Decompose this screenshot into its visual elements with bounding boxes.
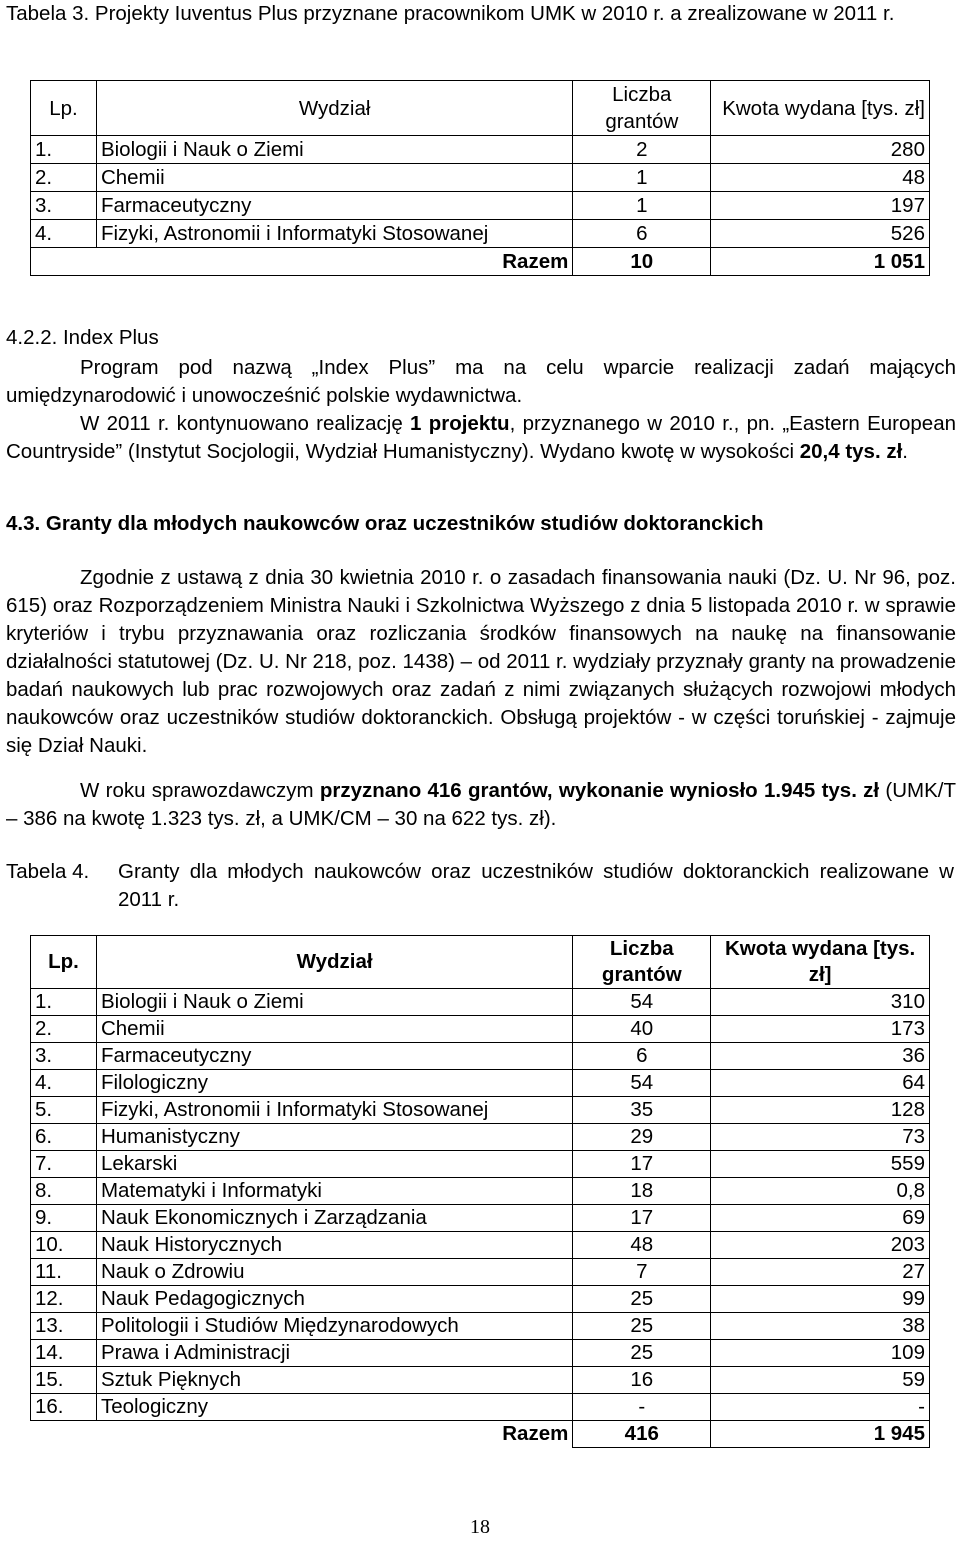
text-span: (UMK/T – 386 na kwotę 1.323 tys. zł, a UMK/CM – 30 na 622 tys. zł). [6, 779, 957, 830]
cell-lp: 4. [31, 1070, 97, 1097]
cell-lp: 10. [31, 1232, 97, 1259]
cell-lp: 3. [31, 1043, 97, 1070]
text-span: . [902, 440, 908, 463]
total-spacer [31, 1421, 573, 1448]
table-row [31, 1259, 930, 1286]
table-3-caption: Tabela 3. Projekty Iuventus Plus przyznane pracownikom UMK w 2010 r. a zrealizowane w 2011 r. [6, 2, 895, 25]
table-row [31, 1097, 930, 1124]
cell-wydzial: Nauk o Zdrowiu [96, 1259, 572, 1286]
table-row [31, 1205, 930, 1232]
table-row [31, 192, 930, 220]
cell-lp: 7. [31, 1151, 97, 1178]
total-kwota: 1 945 [711, 1421, 930, 1448]
cell-liczba: 25 [573, 1340, 711, 1367]
cell-wydzial: Biologii i Nauk o Ziemi [96, 136, 572, 164]
table-header-row [31, 936, 930, 989]
cell-liczba: 1 [573, 192, 711, 220]
table-row [31, 220, 930, 248]
paragraph-granty-2 [6, 777, 956, 833]
table-row [31, 1232, 930, 1259]
cell-liczba: 17 [573, 1151, 711, 1178]
header-liczba: Liczba grantów [573, 81, 711, 136]
cell-kwota: 197 [711, 192, 930, 220]
table-row [31, 1070, 930, 1097]
cell-lp: 12. [31, 1286, 97, 1313]
cell-wydzial: Farmaceutyczny [96, 192, 572, 220]
cell-kwota: 27 [711, 1259, 930, 1286]
cell-liczba: 6 [573, 1043, 711, 1070]
bold-span: 20,4 tys. zł [799, 440, 903, 463]
table-header-row [31, 81, 930, 136]
header-lp: Lp. [31, 81, 97, 136]
cell-kwota: 59 [711, 1367, 930, 1394]
total-row [31, 248, 930, 276]
table-row [31, 1016, 930, 1043]
cell-liczba: 54 [573, 1070, 711, 1097]
cell-wydzial: Biologii i Nauk o Ziemi [96, 989, 572, 1016]
caption-text: Granty dla młodych naukowców oraz uczestników studiów doktoranckich realizowane w 2011 r. [118, 860, 954, 911]
cell-lp: 11. [31, 1259, 97, 1286]
table-row [31, 1367, 930, 1394]
header-wydzial: Wydział [96, 936, 572, 989]
table-row [31, 1340, 930, 1367]
cell-lp: 2. [31, 1016, 97, 1043]
cell-liczba: 25 [573, 1313, 711, 1340]
cell-kwota: 99 [711, 1286, 930, 1313]
section-heading-4-3: 4.3. Granty dla młodych naukowców oraz uczestników studiów doktoranckich [6, 512, 764, 535]
bold-span: 1 projektu [410, 412, 510, 435]
cell-lp: 1. [31, 989, 97, 1016]
cell-liczba: 7 [573, 1259, 711, 1286]
table-4-caption [6, 858, 956, 914]
total-spacer [31, 248, 573, 276]
table-row [31, 1151, 930, 1178]
text-span: , przyznanego w 2010 r., pn. „Eastern European Countryside” (Instytut Socjologii, Wydział Humanistyczny). Wydano kwotę w wysokości [6, 412, 957, 463]
text-span: W 2011 r. kontynuowano realizację [80, 412, 411, 435]
cell-wydzial: Lekarski [96, 1151, 572, 1178]
table-row [31, 1124, 930, 1151]
cell-kwota: 559 [711, 1151, 930, 1178]
cell-wydzial: Nauk Historycznych [96, 1232, 572, 1259]
cell-liczba: 6 [573, 220, 711, 248]
cell-kwota: 109 [711, 1340, 930, 1367]
cell-kwota: 280 [711, 136, 930, 164]
cell-liczba: 40 [573, 1016, 711, 1043]
cell-kwota: 128 [711, 1097, 930, 1124]
table-row [31, 136, 930, 164]
cell-lp: 3. [31, 192, 97, 220]
table-row [31, 164, 930, 192]
cell-wydzial: Chemii [96, 1016, 572, 1043]
cell-liczba: 25 [573, 1286, 711, 1313]
header-liczba: Liczba grantów [573, 936, 711, 989]
cell-lp: 4. [31, 220, 97, 248]
cell-liczba: 48 [573, 1232, 711, 1259]
cell-liczba: 54 [573, 989, 711, 1016]
cell-lp: 2. [31, 164, 97, 192]
cell-kwota: 36 [711, 1043, 930, 1070]
table-row [31, 1313, 930, 1340]
cell-wydzial: Chemii [96, 164, 572, 192]
total-label: Razem [502, 1422, 569, 1446]
cell-wydzial: Humanistyczny [96, 1124, 572, 1151]
cell-wydzial: Nauk Ekonomicznych i Zarządzania [96, 1205, 572, 1232]
cell-wydzial: Teologiczny [96, 1394, 572, 1421]
cell-liczba: 1 [573, 164, 711, 192]
cell-liczba: - [573, 1394, 711, 1421]
cell-kwota: 64 [711, 1070, 930, 1097]
cell-wydzial: Fizyki, Astronomii i Informatyki Stosowanej [96, 1097, 572, 1124]
cell-liczba: 29 [573, 1124, 711, 1151]
table-row [31, 1043, 930, 1070]
cell-wydzial: Filologiczny [96, 1070, 572, 1097]
header-wydzial: Wydział [96, 81, 572, 136]
cell-lp: 16. [31, 1394, 97, 1421]
total-liczba: 10 [573, 248, 711, 276]
cell-kwota: 73 [711, 1124, 930, 1151]
cell-kwota: 526 [711, 220, 930, 248]
table-row [31, 1394, 930, 1421]
cell-lp: 13. [31, 1313, 97, 1340]
cell-kwota: - [711, 1394, 930, 1421]
total-kwota: 1 051 [711, 248, 930, 276]
section-heading-4-2-2: 4.2.2. Index Plus [6, 326, 159, 349]
cell-lp: 6. [31, 1124, 97, 1151]
header-kwota: Kwota wydana [tys. zł] [711, 81, 930, 136]
cell-lp: 5. [31, 1097, 97, 1124]
paragraph-index-plus-2 [6, 410, 956, 466]
cell-liczba: 18 [573, 1178, 711, 1205]
cell-lp: 14. [31, 1340, 97, 1367]
caption-label: Tabela 4. [6, 860, 90, 883]
cell-lp: 9. [31, 1205, 97, 1232]
text-span: W roku sprawozdawczym [80, 779, 320, 802]
cell-liczba: 35 [573, 1097, 711, 1124]
cell-wydzial: Fizyki, Astronomii i Informatyki Stosowanej [96, 220, 572, 248]
table-row [31, 1286, 930, 1313]
cell-kwota: 310 [711, 989, 930, 1016]
cell-lp: 1. [31, 136, 97, 164]
cell-wydzial: Politologii i Studiów Międzynarodowych [96, 1313, 572, 1340]
paragraph-index-plus-1: Program pod nazwą „Index Plus” ma na celu wparcie realizacji zadań mających umiędzynarodowić i unowocześnić polskie wydawnictwa. [6, 356, 956, 407]
cell-lp: 15. [31, 1367, 97, 1394]
table-3 [30, 80, 930, 276]
table-row [31, 989, 930, 1016]
header-lp: Lp. [31, 936, 97, 989]
cell-wydzial: Sztuk Pięknych [96, 1367, 572, 1394]
total-label: Razem [502, 250, 569, 273]
cell-liczba: 2 [573, 136, 711, 164]
cell-wydzial: Prawa i Administracji [96, 1340, 572, 1367]
cell-wydzial: Nauk Pedagogicznych [96, 1286, 572, 1313]
paragraph-granty-1: Zgodnie z ustawą z dnia 30 kwietnia 2010 r. o zasadach finansowania nauki (Dz. U. Nr 96, poz. 615) oraz Rozporządzeniem Ministra Nauki i Szkolnictwa Wyższego z dnia 5 listopada 2010 r. w sprawie kryteriów i trybu przyznawania oraz rozliczania środków finansowych na naukę na finansowanie działalności statutowej (Dz. U. Nr 218, poz. 1438) – od 2011 r. wydziały przyznały granty na prowadzenie badań naukowych lub prac rozwojowych oraz zadań z nimi związanych służących rozwojowi młodych naukowców oraz uczestników studiów doktoranckich. Obsługą projektów - w części toruńskiej - zajmuje się Dział Nauki. [6, 566, 956, 757]
cell-kwota: 173 [711, 1016, 930, 1043]
cell-kwota: 48 [711, 164, 930, 192]
bold-span: przyznano 416 grantów, wykonanie wyniosło 1.945 tys. zł [319, 779, 880, 802]
cell-kwota: 69 [711, 1205, 930, 1232]
page-number: 18 [470, 1516, 490, 1538]
cell-liczba: 17 [573, 1205, 711, 1232]
cell-wydzial: Matematyki i Informatyki [96, 1178, 572, 1205]
cell-kwota: 0,8 [711, 1178, 930, 1205]
table-row [31, 1178, 930, 1205]
header-kwota: Kwota wydana [tys. zł] [711, 936, 930, 989]
cell-kwota: 203 [711, 1232, 930, 1259]
total-liczba: 416 [573, 1421, 711, 1448]
total-row [31, 1421, 930, 1448]
cell-liczba: 16 [573, 1367, 711, 1394]
cell-wydzial: Farmaceutyczny [96, 1043, 572, 1070]
cell-lp: 8. [31, 1178, 97, 1205]
cell-kwota: 38 [711, 1313, 930, 1340]
table-4 [30, 935, 930, 1448]
